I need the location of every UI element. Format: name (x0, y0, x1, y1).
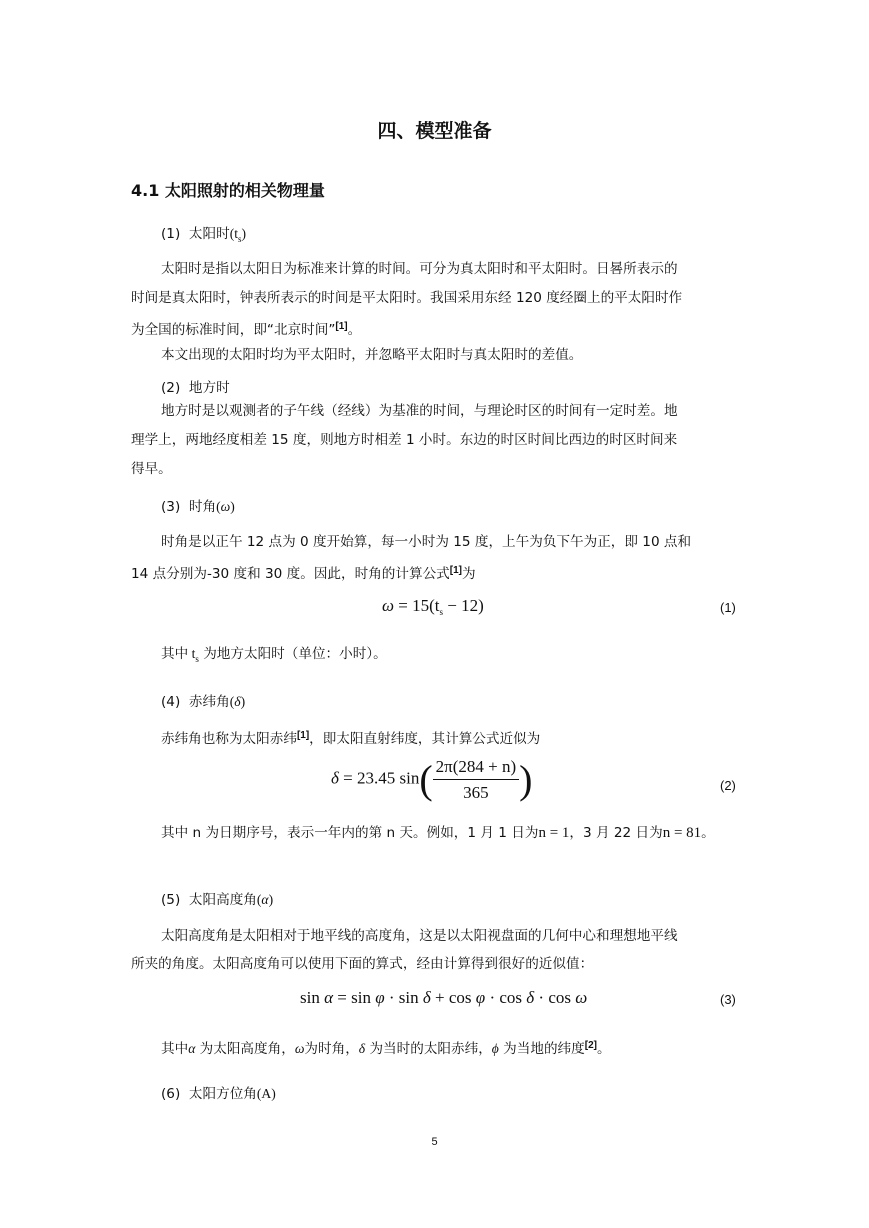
math-inline: n = 81 (662, 825, 702, 841)
text: 其中 (161, 1041, 189, 1057)
item-symbol: α (261, 892, 269, 907)
paragraph-line (161, 819, 715, 847)
paragraph-line (161, 640, 387, 673)
citation: [1] (449, 565, 463, 576)
item-solar-azimuth: (6) 太阳方位角(A) (161, 1086, 276, 1102)
text: 为当地的纬度 (498, 1041, 585, 1057)
equation-number: (2) (720, 778, 736, 793)
text: ，即太阳直射纬度，其计算公式近似为 (309, 731, 541, 747)
symbol: ϕ (491, 1041, 499, 1056)
text: 为当时的太阳赤纬， (365, 1041, 492, 1057)
text: ，3 月 22 日为 (569, 825, 663, 841)
text: 为时角， (304, 1041, 359, 1057)
paragraph-line: 得早。 (131, 461, 172, 477)
text: 为地方太阳时（单位：小时）。 (198, 646, 387, 662)
paragraph-line (131, 557, 476, 588)
section-heading: 4.1 太阳照射的相关物理量 (131, 181, 325, 200)
page-title: 四、模型准备 (377, 120, 492, 142)
subscript: s (195, 654, 199, 664)
item-label: 赤纬角 (188, 694, 230, 710)
item-symbol: t (234, 226, 239, 241)
fraction-numerator: 2π(284 + n) (433, 757, 520, 780)
citation: [1] (335, 321, 348, 332)
paragraph-line (161, 722, 540, 753)
item-solar-time: (1) 太阳时$(t_s)$ (161, 226, 247, 244)
paragraph-line: 本文出现的太阳时均为平太阳时，并忽略平太阳时与真太阳时的差值。 (161, 347, 583, 363)
equation-2: δ = 23.45 sin( $\frac{2\pi(284 + n)}{365}$ ) (331, 756, 533, 802)
page-number: 5 (431, 1136, 438, 1148)
item-local-time (161, 376, 230, 396)
item-hour-angle: (3) 时角(ω) (161, 499, 235, 515)
item-number: (5) (161, 892, 181, 908)
item-symbol: ω (220, 499, 231, 514)
symbol: t (191, 646, 196, 661)
symbol: α (188, 1041, 196, 1056)
item-label: 太阳方位角 (188, 1086, 257, 1102)
fraction-denominator: 365 (463, 782, 489, 802)
item-symbol-subscript: s (238, 234, 242, 244)
item-symbol: A (261, 1086, 272, 1101)
item-number: (2) (161, 380, 181, 396)
paragraph-line: 所夹的角度。太阳高度角可以使用下面的算式，经由计算得到很好的近似值： (131, 956, 594, 972)
paragraph-line: 太阳时是指以太阳日为标准来计算的时间。可分为真太阳时和平太阳时。日晷所表示的 (161, 261, 678, 277)
text: 。 (596, 1041, 611, 1057)
text: 。 (701, 825, 715, 841)
equation-number: (3) (720, 992, 736, 1007)
equation-1: $\omega = 15(t_s - 12)$ (382, 596, 484, 617)
paragraph-line: 太阳高度角是太阳相对于地平线的高度角，这是以太阳视盘面的几何中心和理想地平线 (161, 928, 678, 944)
item-label: 太阳高度角 (188, 892, 257, 908)
text: 。 (347, 322, 362, 338)
eq-symbol: t (434, 596, 440, 615)
eq-subscript: s (439, 607, 444, 617)
symbol: δ (358, 1041, 366, 1056)
math-inline: n = 1 (538, 825, 570, 841)
item-number: (4) (161, 694, 181, 710)
citation: [2] (584, 1040, 597, 1051)
paragraph-line (131, 313, 361, 344)
text: 14 点分别为-30 度和 30 度。因此，时角的计算公式 (131, 566, 450, 582)
item-label: 时角 (188, 499, 217, 515)
citation: [1] (296, 730, 310, 741)
text: 为全国的标准时间，即“北京时间” (131, 322, 336, 338)
paragraph-line (161, 1032, 611, 1063)
text: 为太阳高度角， (195, 1041, 295, 1057)
item-solar-altitude: (5) 太阳高度角(α) (161, 892, 274, 908)
item-label: 地方时 (188, 380, 230, 396)
item-declination: (4) 赤纬角(δ) (161, 694, 246, 710)
item-label: 太阳时 (188, 226, 230, 242)
paragraph-line: 理学上，两地经度相差 15 度，则地方时相差 1 小时。东边的时区时间比西边的时区时间来 (131, 432, 678, 448)
item-number: (1) (161, 226, 181, 242)
paragraph-line: 地方时是以观测者的子午线（经线）为基准的时间，与理论时区的时间有一定时差。地 (161, 403, 678, 419)
text: 赤纬角也称为太阳赤纬 (161, 731, 297, 747)
item-number: (6) (161, 1086, 181, 1102)
text: 其中 (161, 646, 189, 662)
equation-3: sin α = sin φ · sin δ + cos φ · cos δ · cos ω (300, 988, 588, 1007)
text: 其中 n 为日期序号，表示一年内的第 n 天。例如，1 月 1 日为 (161, 825, 539, 841)
symbol: ω (294, 1041, 305, 1056)
paragraph-line: 时间是真太阳时，钟表所表示的时间是平太阳时。我国采用东经 120 度经圈上的平太阳时作 (131, 290, 683, 306)
item-number: (3) (161, 499, 181, 515)
item-symbol: δ (234, 694, 241, 709)
text: 为 (462, 566, 476, 582)
equation-number: (1) (720, 600, 736, 615)
paragraph-line: 时角是以正午 12 点为 0 度开始算，每一小时为 15 度，上午为负下午为正，即 10 点和 (161, 534, 692, 550)
